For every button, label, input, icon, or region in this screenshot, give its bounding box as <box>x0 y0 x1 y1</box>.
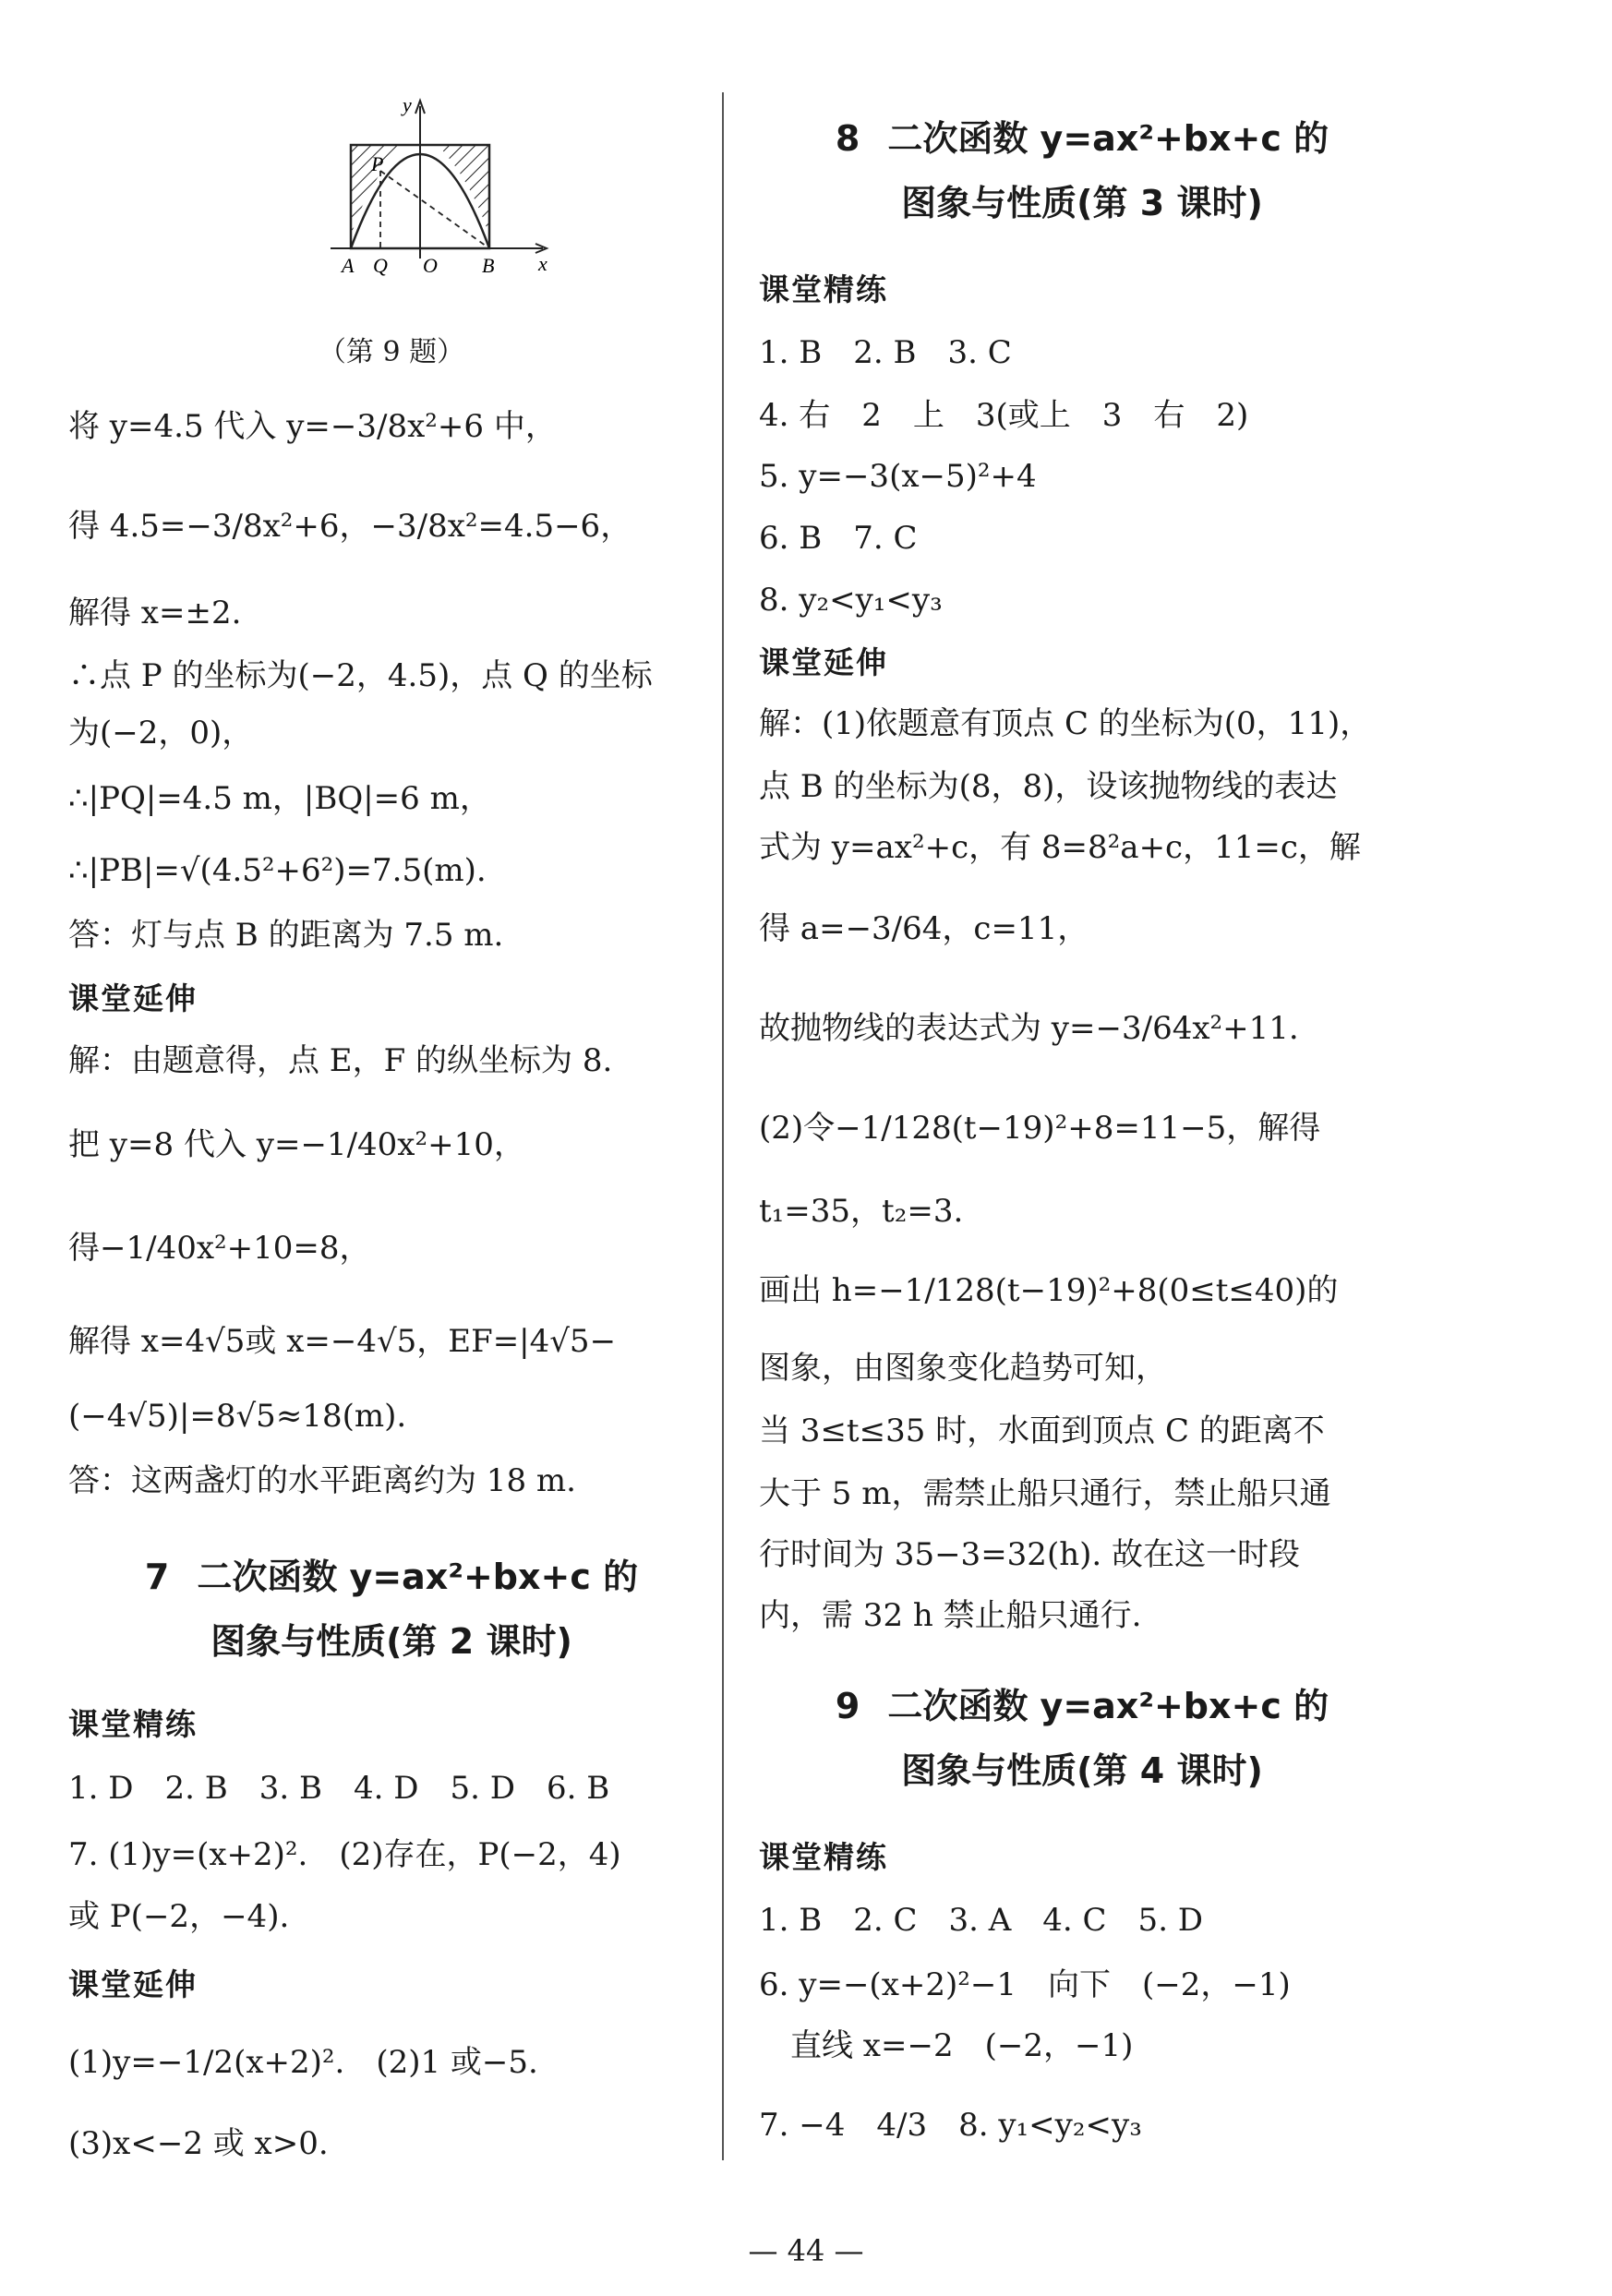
text-line: 答：灯与点 B 的距离为 7.5 m. <box>68 917 504 954</box>
origin-label: O <box>423 254 438 277</box>
text-line: 把 y=8 代入 y=−1/40x²+10， <box>68 1126 525 1163</box>
section-7-title-line1 <box>68 1551 715 1603</box>
answer-line: 直线 x=−2 (−2，−1) <box>759 2027 1134 2064</box>
answer-line: 1. B 2. B 3. C <box>759 334 1012 371</box>
text-line: (2)令−1/128(t−19)²+8=11−5，解得 <box>759 1110 1321 1147</box>
text-line: ∴|PB|=√(4.5²+6²)=7.5(m). <box>68 852 487 889</box>
answer-line: 7. (1)y=(x+2)². (2)存在，P(−2，4) <box>68 1836 621 1873</box>
parabola-figure <box>284 88 561 282</box>
title-text: 二次函数 y=ax²+bx+c 的 <box>197 1557 639 1597</box>
text-line: 行时间为 35−3=32(h). 故在这一时段 <box>759 1536 1300 1573</box>
text-line: 解得 x=4√5或 x=−4√5，EF=|4√5− <box>68 1323 617 1360</box>
text-line: 故抛物线的表达式为 y=−3/64x²+11. <box>759 1010 1299 1047</box>
answer-line: 6. y=−(x+2)²−1 向下 (−2，−1) <box>759 1966 1291 2003</box>
text-line: t₁=35，t₂=3. <box>759 1193 964 1230</box>
section-8-title-line2: 图象与性质(第 3 课时) <box>901 183 1263 223</box>
text-line: 图象，由图象变化趋势可知， <box>759 1350 1167 1387</box>
section-heading: 课堂精练 <box>68 1706 198 1742</box>
section-heading: 课堂精练 <box>759 271 888 307</box>
answer-line: 8. y₂<y₁<y₃ <box>759 582 943 619</box>
text-line: ∴点 P 的坐标为(−2，4.5)，点 Q 的坐标 <box>68 657 653 694</box>
section-7-title-line2: 图象与性质(第 2 课时) <box>211 1621 572 1662</box>
answer-line: 1. D 2. B 3. B 4. D 5. D 6. B <box>68 1770 610 1807</box>
column-divider <box>722 92 724 2160</box>
y-axis-label: y <box>403 93 412 116</box>
section-heading: 课堂延伸 <box>68 980 198 1016</box>
text-line: 解：由题意得，点 E，F 的纵坐标为 8. <box>68 1042 613 1079</box>
text-line: 为(−2，0)， <box>68 715 254 751</box>
point-p-label: P <box>371 152 384 175</box>
answer-line: 5. y=−3(x−5)²+4 <box>759 458 1037 495</box>
section-8-title-line1 <box>759 113 1405 164</box>
text-line: 得−1/40x²+10=8， <box>68 1230 371 1267</box>
text-line: 得 4.5=−3/8x²+6，−3/8x²=4.5−6， <box>68 508 632 545</box>
point-a-label: A <box>342 254 355 277</box>
text-line: 将 y=4.5 代入 y=−3/8x²+6 中， <box>68 408 557 445</box>
answer-line: 4. 右 2 上 3(或上 3 右 2) <box>759 397 1249 434</box>
page-number: — 44 — <box>748 2233 864 2268</box>
answer-line: (3)x<−2 或 x>0. <box>68 2125 329 2162</box>
text-line: 大于 5 m，需禁止船只通行，禁止船只通 <box>759 1475 1331 1512</box>
text-line: 当 3≤t≤35 时，水面到顶点 C 的距离不 <box>759 1412 1325 1449</box>
text-line: 答：这两盏灯的水平距离约为 18 m. <box>68 1462 576 1499</box>
title-text: 二次函数 y=ax²+bx+c 的 <box>887 1686 1329 1726</box>
text-line: (−4√5)|=8√5≈18(m). <box>68 1398 407 1435</box>
title-text: 二次函数 y=ax²+bx+c 的 <box>887 118 1329 159</box>
point-b-label: B <box>482 254 495 277</box>
section-heading: 课堂延伸 <box>759 644 888 680</box>
answer-line: (1)y=−1/2(x+2)². (2)1 或−5. <box>68 2044 538 2081</box>
text-line: 解得 x=±2. <box>68 595 242 631</box>
text-line: 得 a=−3/64，c=11， <box>759 910 1089 947</box>
answer-line: 7. −4 4/3 8. y₁<y₂<y₃ <box>759 2107 1142 2144</box>
text-line: 解：(1)依题意有顶点 C 的坐标为(0，11)， <box>759 705 1372 742</box>
section-heading: 课堂延伸 <box>68 1966 198 2002</box>
section-9-title-line2: 图象与性质(第 4 课时) <box>901 1750 1263 1791</box>
answer-line: 6. B 7. C <box>759 520 918 557</box>
text-line: 式为 y=ax²+c，有 8=8²a+c，11=c，解 <box>759 829 1361 866</box>
point-q-label: Q <box>373 254 388 277</box>
section-number: 7 <box>144 1557 170 1597</box>
section-heading: 课堂精练 <box>759 1839 888 1875</box>
text-line: 内，需 32 h 禁止船只通行. <box>759 1597 1142 1634</box>
text-line: 点 B 的坐标为(8，8)，设该抛物线的表达 <box>759 768 1338 805</box>
text-line: 画出 h=−1/128(t−19)²+8(0≤t≤40)的 <box>759 1272 1339 1309</box>
text-line: ∴|PQ|=4.5 m，|BQ|=6 m， <box>68 780 491 817</box>
x-axis-label: x <box>538 252 547 275</box>
section-9-title-line1 <box>759 1680 1405 1732</box>
section-number: 9 <box>835 1686 860 1726</box>
section-number: 8 <box>835 118 860 159</box>
answer-line: 1. B 2. C 3. A 4. C 5. D <box>759 1902 1204 1939</box>
answer-line: 或 P(−2，−4). <box>68 1898 290 1935</box>
figure-caption: （第 9 题） <box>318 336 465 368</box>
